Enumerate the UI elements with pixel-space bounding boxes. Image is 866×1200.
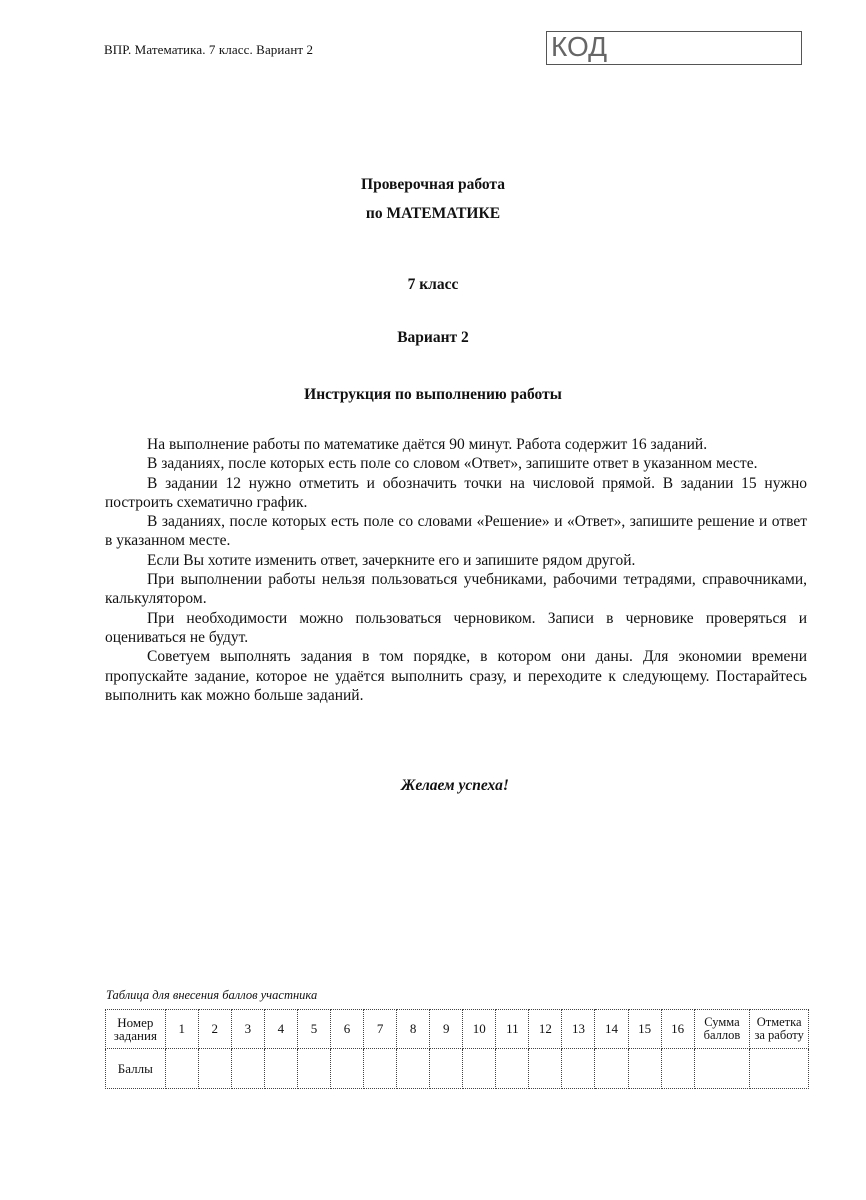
task-number: 2 [198,1010,231,1049]
task-number: 10 [463,1010,496,1049]
task-label-line: Номер [117,1015,154,1030]
grade-title: 7 класс [407,276,459,293]
task-number: 15 [628,1010,661,1049]
mark-header-line: Отметка [756,1015,802,1029]
instructions-body [105,435,807,705]
running-title: ВПР. Математика. 7 класс. Вариант 2 [104,42,314,57]
sum-score-cell[interactable] [694,1049,750,1089]
task-number: 5 [297,1010,330,1049]
score-cell[interactable] [529,1049,562,1089]
sum-header-line: баллов [703,1028,741,1042]
sum-header-cell [694,1010,750,1049]
score-label-cell: Баллы [106,1049,166,1089]
instruction-paragraph: В задании 12 нужно отметить и обозначить точки на числовой прямой. В задании 15 нужно построить схематично график. [105,474,807,511]
score-cell[interactable] [661,1049,694,1089]
code-box[interactable] [546,31,802,65]
score-cell[interactable] [496,1049,529,1089]
score-cell[interactable] [463,1049,496,1089]
score-cell[interactable] [264,1049,297,1089]
variant-title: Вариант 2 [397,329,469,346]
mark-header-line: за работу [754,1028,804,1042]
instructions-heading: Инструкция по выполнению работы [304,386,562,403]
score-cell[interactable] [364,1049,397,1089]
task-number: 9 [430,1010,463,1049]
score-table-caption: Таблица для внесения баллов участника [106,988,318,1002]
score-cell[interactable] [430,1049,463,1089]
score-cell[interactable] [165,1049,198,1089]
task-label-line: задания [113,1028,157,1043]
task-number: 13 [562,1010,595,1049]
instruction-paragraph: В заданиях, после которых есть поле со словами «Решение» и «Ответ», запишите решение и ответ в указанном месте. [105,513,807,550]
score-cell[interactable] [231,1049,264,1089]
score-cell[interactable] [297,1049,330,1089]
task-number: 4 [264,1010,297,1049]
score-cell[interactable] [330,1049,363,1089]
score-cell[interactable] [198,1049,231,1089]
instruction-paragraph: На выполнение работы по математике даётся 90 минут. Работа содержит 16 заданий. [147,436,708,453]
task-number: 11 [496,1010,529,1049]
score-cell[interactable] [562,1049,595,1089]
instruction-paragraph: При необходимости можно пользоваться черновиком. Записи в черновике проверяться и оцениваться не будут. [105,609,807,646]
instruction-paragraph: При выполнении работы нельзя пользоваться учебниками, рабочими тетрадями, справочниками, калькулятором. [105,571,807,608]
instruction-paragraph: В заданиях, после которых есть поле со словом «Ответ», запишите ответ в указанном месте. [147,455,758,473]
mark-cell[interactable] [750,1049,809,1089]
task-number: 16 [661,1010,694,1049]
mark-header-cell [750,1010,809,1049]
task-label-cell [106,1010,166,1049]
task-number: 3 [231,1010,264,1049]
task-number: 8 [397,1010,430,1049]
score-row [106,1049,809,1089]
task-number: 14 [595,1010,628,1049]
score-cell[interactable] [628,1049,661,1089]
task-number: 12 [529,1010,562,1049]
closing-wish: Желаем успеха! [401,777,509,794]
task-number: 7 [364,1010,397,1049]
score-cell[interactable] [397,1049,430,1089]
title-line-2: по МАТЕМАТИКЕ [365,205,501,222]
task-number: 1 [165,1010,198,1049]
task-number: 6 [330,1010,363,1049]
score-table [105,1009,809,1089]
score-cell[interactable] [595,1049,628,1089]
code-label: КОД [551,31,608,62]
sum-header-line: Сумма [704,1015,740,1029]
title-line-1: Проверочная работа [361,176,505,193]
instruction-paragraph: Если Вы хотите изменить ответ, зачеркните его и запишите рядом другой. [147,551,636,569]
instruction-paragraph: Советуем выполнять задания в том порядке, в котором они даны. Для экономии времени пропускайте задание, которое не удаётся выполнить сразу, и переходите к следующему. Постарайтесь выполнить как можно больше заданий. [105,648,807,704]
task-number-row [106,1010,809,1049]
